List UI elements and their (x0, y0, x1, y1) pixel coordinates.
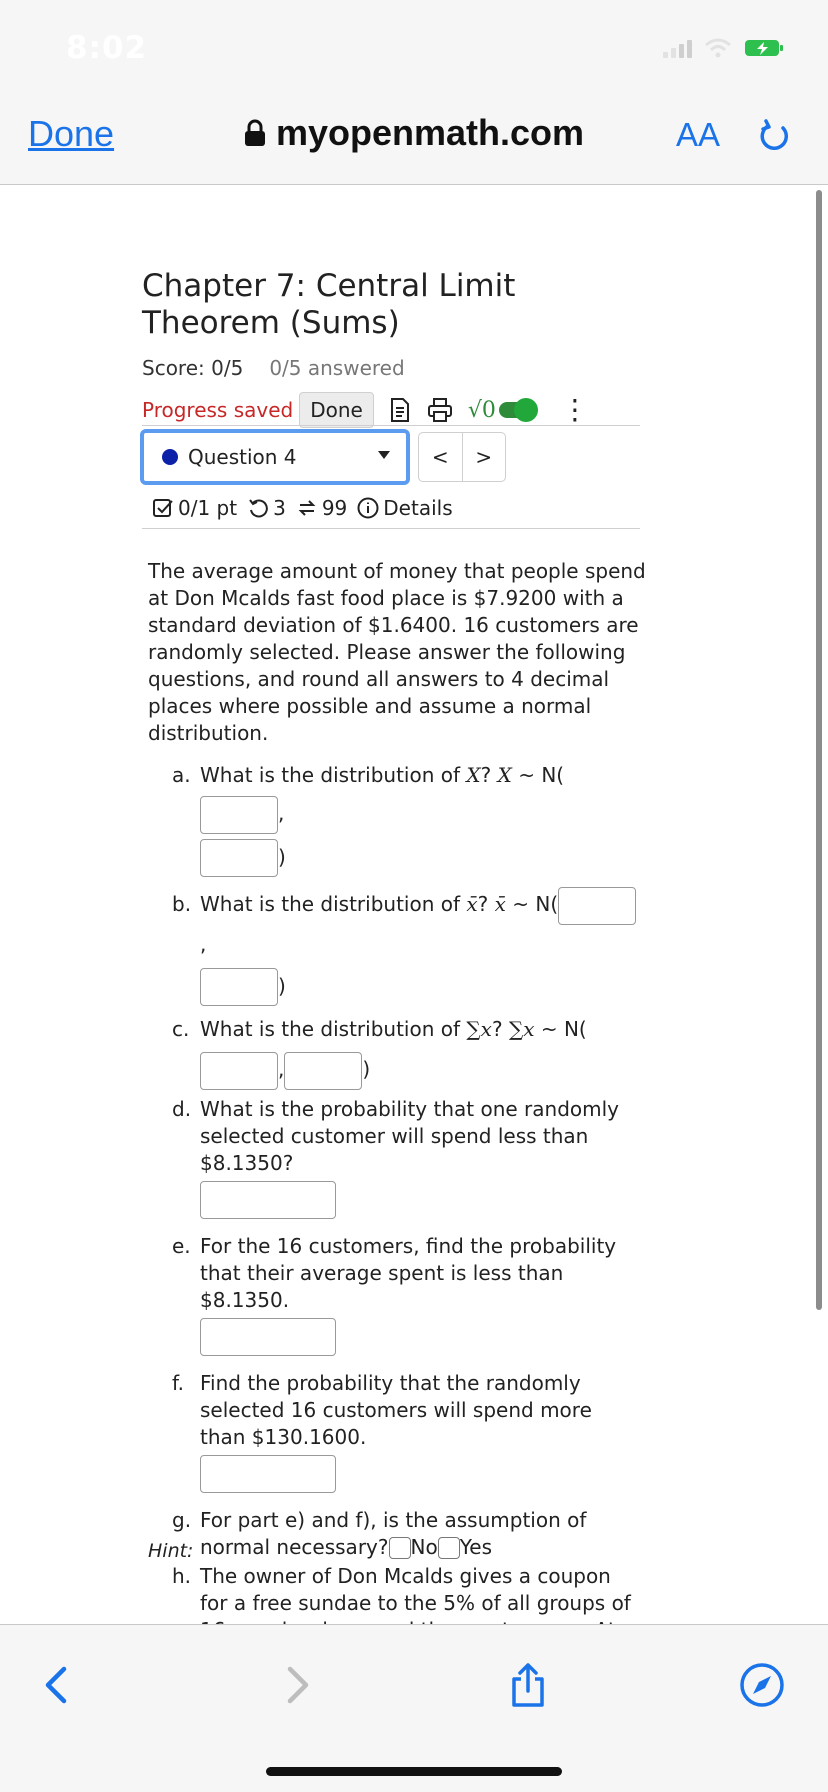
compass-icon[interactable] (738, 1661, 786, 1709)
retries-count: 3 (273, 496, 286, 520)
part-g (172, 1507, 642, 1561)
question-nav (418, 432, 506, 482)
versions-icon (296, 497, 318, 519)
question-mark: ? (477, 892, 489, 916)
answer-b-mean-input[interactable] (558, 887, 636, 925)
print-icon[interactable] (426, 396, 454, 424)
share-icon[interactable] (504, 1661, 552, 1709)
more-options-icon[interactable]: ⋮ (560, 394, 589, 425)
part-text: For part e) and f), is the assumption of normal necessary? (200, 1507, 587, 1559)
math-variable: ∑x (508, 1017, 535, 1041)
details-link[interactable]: Details (383, 496, 453, 520)
score-text: Score: 0/5 (142, 356, 244, 380)
part-e (172, 1233, 642, 1356)
answer-c-mean-input[interactable] (200, 1052, 278, 1090)
part-text: What is the distribution of (200, 763, 467, 787)
part-letter: d. (172, 1096, 192, 1121)
option-no-label[interactable]: No (410, 1534, 438, 1559)
part-d (172, 1096, 642, 1219)
part-text: The owner of Don Mcalds gives a coupon for a free sundae to the 5% of all groups of (200, 1563, 631, 1615)
problem-text: The average amount of money that people spend at Don Mcalds fast food place is $7.9200 with a standard deviation of $1.6400. 16 customers are randomly selected. Please answer the following questions, and round all answers to 4 decimal places where possible and assume a normal distribution. (148, 559, 646, 745)
option-yes-checkbox[interactable] (438, 1537, 460, 1559)
back-arrow-icon[interactable] (34, 1661, 82, 1709)
browser-top-bar (0, 0, 828, 185)
next-question-button[interactable]: > (462, 433, 506, 481)
part-letter: h. (172, 1563, 192, 1588)
battery-charging-icon (744, 38, 784, 58)
distribution-text: ~ N( (511, 763, 565, 787)
forward-arrow-icon[interactable] (272, 1661, 320, 1709)
part-text: What is the probability that one randomly selected customer will spend less than $8.1350? (200, 1096, 619, 1175)
distribution-text: ~ N( (505, 892, 559, 916)
part-letter: b. (172, 892, 192, 916)
part-text: Find the probability that the randomly selected 16 customers will spend more than $130.1600. (200, 1370, 592, 1449)
separator: , (278, 801, 285, 825)
home-indicator (266, 1767, 562, 1776)
meta-divider (142, 528, 640, 529)
chevron-down-icon (378, 451, 390, 459)
question-meta (152, 496, 453, 520)
previous-question-button[interactable]: < (431, 445, 449, 469)
part-letter: f. (172, 1370, 184, 1395)
option-yes-label[interactable]: Yes (459, 1534, 492, 1559)
status-time: 8:02 (66, 30, 148, 66)
separator: , (278, 1057, 285, 1081)
separator: ) (278, 844, 286, 869)
page-title: Chapter 7: Central Limit Theorem (Sums) (142, 268, 516, 341)
document-icon[interactable] (386, 396, 414, 424)
part-letter: g. (172, 1507, 192, 1532)
versions-count: 99 (321, 496, 348, 520)
lock-icon (244, 119, 266, 147)
distribution-text: ~ N( (534, 1017, 587, 1041)
question-status-dot (162, 449, 178, 465)
separator: , (200, 931, 207, 956)
progress-saved-text: Progress saved (142, 398, 294, 422)
part-letter: e. (172, 1233, 191, 1258)
question-mark: ? (480, 763, 492, 787)
question-mark: ? (491, 1017, 503, 1041)
part-text: For the 16 customers, find the probability that their average spent is less than $8.1350. (200, 1233, 617, 1312)
part-text: What is the distribution of (200, 1017, 467, 1041)
status-icons (663, 38, 784, 58)
points-text: 0/1 pt (178, 496, 238, 520)
part-a (172, 756, 642, 877)
answer-c-sd-input[interactable] (284, 1052, 362, 1090)
math-entry-label: √0 (467, 397, 496, 423)
separator: ) (362, 1057, 371, 1081)
answer-d-input[interactable] (200, 1181, 336, 1219)
math-variable: X (466, 763, 481, 787)
header-divider (142, 425, 640, 426)
answered-count: 0/5 answered (269, 356, 405, 380)
part-letter: c. (172, 1017, 190, 1041)
cellular-signal-icon (663, 38, 692, 58)
reader-text-size-button[interactable]: AA (676, 116, 721, 153)
answer-f-input[interactable] (200, 1455, 336, 1493)
reload-icon[interactable] (756, 118, 792, 154)
part-c (172, 1010, 642, 1090)
checkbox-score-icon (152, 497, 174, 519)
question-selector[interactable] (140, 429, 410, 485)
assessment-header (142, 268, 642, 428)
info-icon[interactable] (357, 497, 379, 519)
page-scrollbar[interactable] (816, 190, 822, 1310)
math-variable: ∑x (466, 1017, 492, 1041)
toolbar-row (142, 392, 642, 428)
retry-icon (247, 497, 269, 519)
answer-b-sd-input[interactable] (200, 968, 278, 1006)
assessment-done-button[interactable]: Done (299, 392, 374, 428)
part-letter: a. (172, 763, 191, 787)
question-selector-label: Question 4 (188, 445, 297, 469)
url-text: myopenmath.com (276, 112, 585, 153)
score-row (142, 356, 642, 380)
math-variable: X (497, 763, 512, 787)
part-text: What is the distribution of (200, 892, 467, 916)
math-variable: x̄ (466, 892, 478, 916)
hint-label: Hint: (148, 1540, 194, 1562)
browser-bottom-bar (0, 1624, 828, 1792)
part-b (172, 885, 642, 1006)
browser-done-button[interactable]: Done (28, 113, 115, 154)
wifi-icon (704, 38, 732, 58)
option-no-checkbox[interactable] (389, 1537, 411, 1559)
answer-a-mean-input[interactable] (200, 796, 278, 834)
math-variable: x̄ (494, 892, 506, 916)
separator: ) (278, 973, 286, 998)
math-entry-toggle[interactable] (499, 402, 535, 418)
answer-e-input[interactable] (200, 1318, 336, 1356)
question-parts (172, 756, 642, 1736)
address-bar[interactable] (244, 112, 584, 154)
answer-a-sd-input[interactable] (200, 839, 278, 877)
part-f (172, 1370, 642, 1493)
